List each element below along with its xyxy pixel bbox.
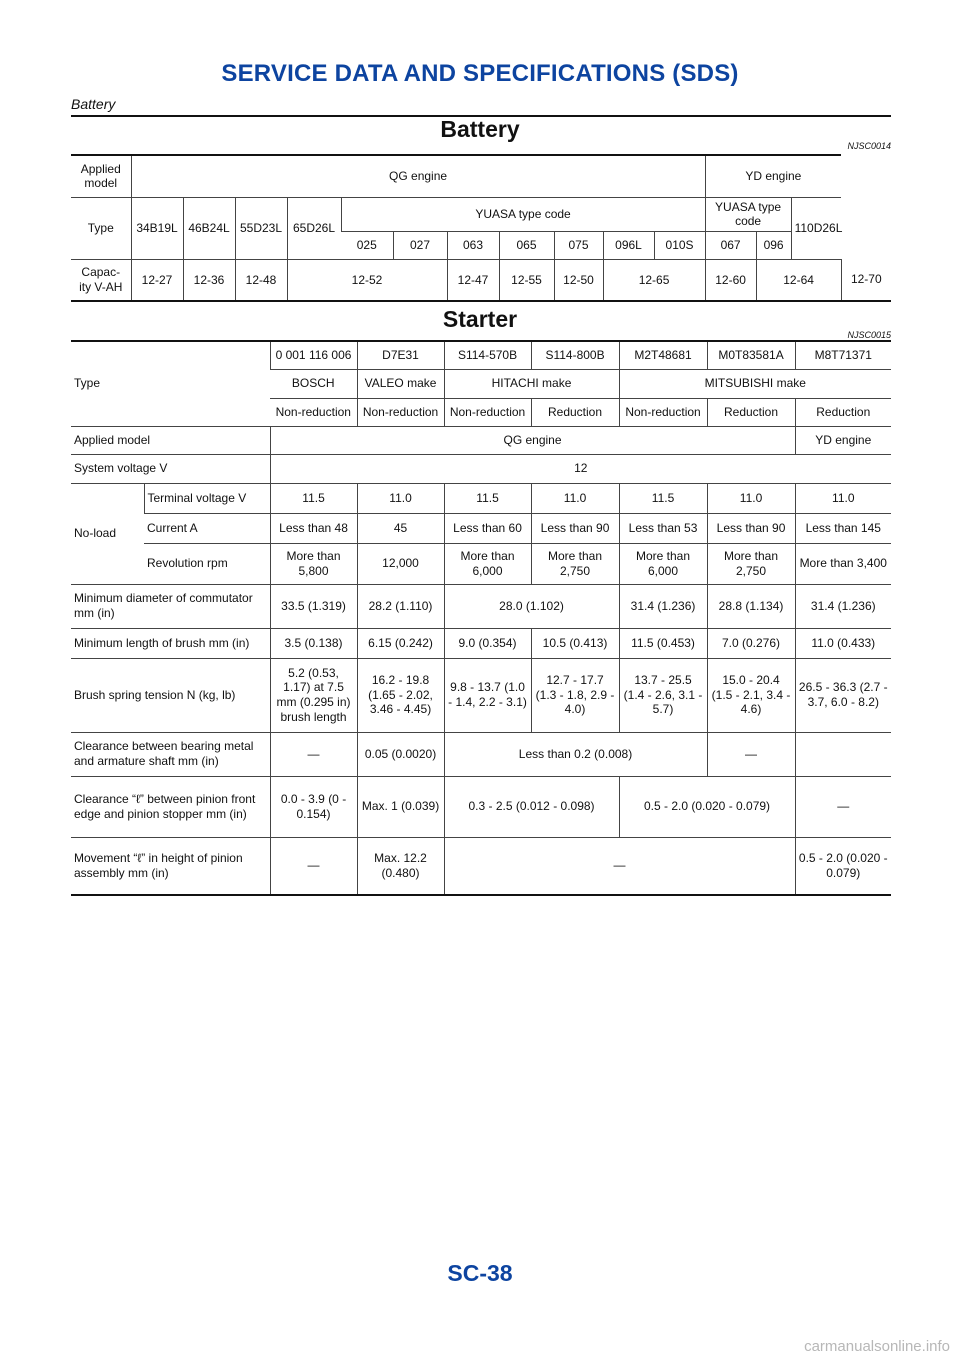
starter-make: MITSUBISHI make (619, 369, 891, 398)
current-value: Less than 60 (444, 513, 531, 543)
page-number: SC-38 (447, 1260, 513, 1286)
commutator-value: 28.0 (1.102) (444, 584, 619, 628)
starter-model: 0 001 116 006 (270, 341, 357, 369)
brush-length-label: Minimum length of brush mm (in) (71, 628, 270, 658)
starter-model: S114-570B (444, 341, 531, 369)
pinion-movement-value: — (444, 837, 795, 895)
brush-spring-value: 5.2 (0.53, 1.17) at 7.5 mm (0.295 in) brush length (270, 658, 357, 732)
starter-table (71, 340, 891, 896)
applied-model-label: Applied model (71, 426, 270, 454)
starter-model: M8T71371 (795, 341, 891, 369)
revolution-value: More than 5,800 (270, 543, 357, 584)
capacity-value: 12-60 (705, 259, 756, 301)
pinion-movement-row (71, 837, 891, 895)
capacity-value: 12-55 (499, 259, 554, 301)
current-value: Less than 90 (707, 513, 795, 543)
battery-section-code: NJSC0014 (847, 141, 891, 151)
brush-spring-value: 9.8 - 13.7 (1.0 - 1.4, 2.2 - 3.1) (444, 658, 531, 732)
reduction-type: Non-reduction (270, 398, 357, 426)
reduction-type: Reduction (707, 398, 795, 426)
capacity-value: 12-36 (183, 259, 235, 301)
yuasa-code: 025 (341, 231, 393, 259)
terminal-voltage-value: 11.0 (795, 483, 891, 513)
bearing-clearance-label: Clearance between bearing metal and armature shaft mm (in) (71, 732, 270, 776)
battery-type: 65D26L (287, 197, 341, 259)
brush-length-value: 9.0 (0.354) (444, 628, 531, 658)
yuasa-code: 027 (393, 231, 447, 259)
brush-spring-value: 26.5 - 36.3 (2.7 - 3.7, 6.0 - 8.2) (795, 658, 891, 732)
yd-engine-header: YD engine (795, 426, 891, 454)
bearing-clearance-value (795, 732, 891, 776)
capacity-label: Capac- ity V-AH (71, 259, 131, 301)
current-value: Less than 53 (619, 513, 707, 543)
no-load-label: No-load (71, 483, 144, 584)
battery-type-row (71, 197, 891, 231)
system-voltage-row (71, 454, 891, 483)
reduction-type: Non-reduction (619, 398, 707, 426)
applied-model-label: Applied model (71, 155, 131, 197)
revolution-row (71, 543, 891, 584)
capacity-value: 12-47 (447, 259, 499, 301)
page-header-title: SERVICE DATA AND SPECIFICATIONS (SDS) (221, 60, 739, 87)
watermark: carmanualsonline.info (804, 1338, 950, 1355)
terminal-voltage-value: 11.5 (270, 483, 357, 513)
system-voltage-value: 12 (270, 454, 891, 483)
battery-table (71, 154, 891, 302)
qg-engine-header: QG engine (131, 155, 705, 197)
pinion-clearance-value: 0.0 - 3.9 (0 - 0.154) (270, 776, 357, 837)
revolution-value: More than 6,000 (444, 543, 531, 584)
commutator-value: 31.4 (1.236) (619, 584, 707, 628)
bearing-clearance-value: — (707, 732, 795, 776)
terminal-voltage-value: 11.0 (707, 483, 795, 513)
qg-engine-header: QG engine (270, 426, 795, 454)
starter-section-title: Starter (442, 306, 518, 332)
starter-section-code: NJSC0015 (847, 330, 891, 340)
starter-model: M0T83581A (707, 341, 795, 369)
battery-section-title: Battery (440, 116, 520, 142)
commutator-value: 31.4 (1.236) (795, 584, 891, 628)
pinion-clearance-value: Max. 1 (0.039) (357, 776, 444, 837)
terminal-voltage-label: Terminal voltage V (144, 483, 270, 513)
starter-type-label: Type (71, 341, 270, 426)
reduction-type: Non-reduction (444, 398, 531, 426)
pinion-clearance-row (71, 776, 891, 837)
yuasa-type-code-yd: YUASA type code (705, 197, 791, 231)
starter-make: BOSCH (270, 369, 357, 398)
revolution-value: 12,000 (357, 543, 444, 584)
revolution-label: Revolution rpm (144, 543, 270, 584)
revolution-value: More than 6,000 (619, 543, 707, 584)
terminal-voltage-value: 11.0 (357, 483, 444, 513)
yuasa-code: 096 (756, 231, 791, 259)
yd-engine-header: YD engine (705, 155, 841, 197)
reduction-type: Reduction (531, 398, 619, 426)
pinion-movement-label: Movement “ℓ” in height of pinion assembly mm (in) (71, 837, 270, 895)
capacity-value: 12-50 (554, 259, 603, 301)
brush-spring-value: 12.7 - 17.7 (1.3 - 1.8, 2.9 - 4.0) (531, 658, 619, 732)
commutator-value: 28.8 (1.134) (707, 584, 795, 628)
bearing-clearance-value: — (270, 732, 357, 776)
starter-applied-row (71, 426, 891, 454)
current-label: Current A (144, 513, 270, 543)
pinion-movement-value: 0.5 - 2.0 (0.020 - 0.079) (795, 837, 891, 895)
brush-spring-value: 16.2 - 19.8 (1.65 - 2.02, 3.46 - 4.45) (357, 658, 444, 732)
yuasa-code: 096L (603, 231, 654, 259)
brush-spring-label: Brush spring tension N (kg, lb) (71, 658, 270, 732)
yuasa-code: 075 (554, 231, 603, 259)
reduction-type: Reduction (795, 398, 891, 426)
capacity-value: 12-48 (235, 259, 287, 301)
capacity-value: 12-65 (603, 259, 705, 301)
starter-model: D7E31 (357, 341, 444, 369)
starter-model: M2T48681 (619, 341, 707, 369)
commutator-value: 28.2 (1.110) (357, 584, 444, 628)
battery-type: 34B19L (131, 197, 183, 259)
brush-length-value: 11.0 (0.433) (795, 628, 891, 658)
capacity-value: 12-70 (841, 259, 891, 301)
yuasa-code: 065 (499, 231, 554, 259)
brush-length-row (71, 628, 891, 658)
yuasa-type-code-qg: YUASA type code (341, 197, 705, 231)
brush-length-value: 7.0 (0.276) (707, 628, 795, 658)
battery-type-yd: 110D26L (791, 197, 841, 259)
bearing-clearance-value: 0.05 (0.0020) (357, 732, 444, 776)
capacity-value: 12-27 (131, 259, 183, 301)
commutator-label: Minimum diameter of commutator mm (in) (71, 584, 270, 628)
brush-length-value: 10.5 (0.413) (531, 628, 619, 658)
starter-make: VALEO make (357, 369, 444, 398)
battery-applied-row (71, 155, 891, 197)
current-row (71, 513, 891, 543)
type-label: Type (71, 197, 131, 259)
terminal-voltage-row (71, 483, 891, 513)
capacity-value: 12-64 (756, 259, 841, 301)
yuasa-code: 067 (705, 231, 756, 259)
reduction-type: Non-reduction (357, 398, 444, 426)
page-header-subtitle: Battery (71, 96, 116, 112)
brush-length-value: 11.5 (0.453) (619, 628, 707, 658)
bearing-clearance-row (71, 732, 891, 776)
starter-model-row (71, 341, 891, 369)
revolution-value: More than 2,750 (531, 543, 619, 584)
brush-length-value: 6.15 (0.242) (357, 628, 444, 658)
brush-spring-value: 15.0 - 20.4 (1.5 - 2.1, 3.4 - 4.6) (707, 658, 795, 732)
commutator-row (71, 584, 891, 628)
battery-capacity-row (71, 259, 891, 301)
current-value: Less than 48 (270, 513, 357, 543)
starter-model: S114-800B (531, 341, 619, 369)
terminal-voltage-value: 11.5 (619, 483, 707, 513)
commutator-value: 33.5 (1.319) (270, 584, 357, 628)
current-value: Less than 145 (795, 513, 891, 543)
pinion-clearance-value: 0.5 - 2.0 (0.020 - 0.079) (619, 776, 795, 837)
revolution-value: More than 3,400 (795, 543, 891, 584)
pinion-clearance-value: — (795, 776, 891, 837)
battery-type: 55D23L (235, 197, 287, 259)
terminal-voltage-value: 11.0 (531, 483, 619, 513)
starter-make: HITACHI make (444, 369, 619, 398)
pinion-movement-value: — (270, 837, 357, 895)
brush-length-value: 3.5 (0.138) (270, 628, 357, 658)
revolution-value: More than 2,750 (707, 543, 795, 584)
current-value: 45 (357, 513, 444, 543)
pinion-clearance-value: 0.3 - 2.5 (0.012 - 0.098) (444, 776, 619, 837)
capacity-value: 12-52 (287, 259, 447, 301)
terminal-voltage-value: 11.5 (444, 483, 531, 513)
battery-type: 46B24L (183, 197, 235, 259)
pinion-movement-value: Max. 12.2 (0.480) (357, 837, 444, 895)
bearing-clearance-value: Less than 0.2 (0.008) (444, 732, 707, 776)
current-value: Less than 90 (531, 513, 619, 543)
pinion-clearance-label: Clearance “ℓ” between pinion front edge and pinion stopper mm (in) (71, 776, 270, 837)
brush-spring-value: 13.7 - 25.5 (1.4 - 2.6, 3.1 - 5.7) (619, 658, 707, 732)
brush-spring-row (71, 658, 891, 732)
system-voltage-label: System voltage V (71, 454, 270, 483)
yuasa-code: 010S (654, 231, 705, 259)
yuasa-code: 063 (447, 231, 499, 259)
